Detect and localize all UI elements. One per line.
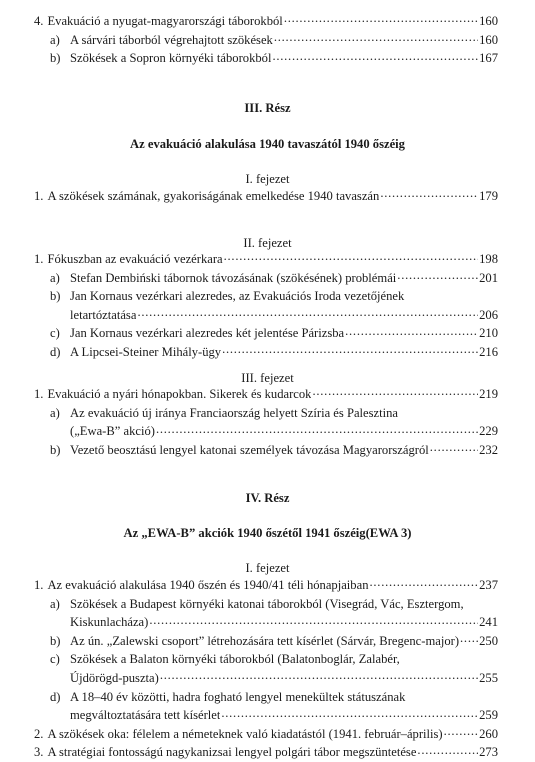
dot-leader [221, 707, 478, 720]
entry-title-line: Az evakuáció új iránya Franciaország helyett Szíria és Palesztina [70, 405, 399, 420]
entry-page: 255 [479, 670, 498, 685]
entry-number: 1. [34, 252, 44, 266]
entry-page: 250 [479, 633, 498, 648]
entry-page: 198 [479, 252, 498, 266]
toc-block-part3-ch2 [34, 250, 498, 362]
entry-letter: b) [50, 289, 61, 304]
entry-number: 1. [34, 189, 44, 203]
entry-title: Fókuszban az evakuáció vezérkara [47, 252, 223, 266]
entry-title: Jan Kornaus vezérkari alezredes két jelentése Párizsba [70, 326, 345, 341]
toc-entry[interactable] [34, 287, 498, 324]
dot-leader [137, 306, 478, 319]
dot-leader [274, 31, 478, 44]
entry-page: 206 [479, 307, 498, 322]
entry-letter: b) [50, 51, 61, 66]
toc-block-part4-ch1 [34, 576, 498, 762]
entry-title: Vezető beosztású lengyel katonai személyek távozása Magyarországról [70, 442, 429, 457]
toc-entry[interactable] [34, 650, 498, 687]
entry-letter: a) [50, 596, 60, 611]
entry-title: A szökések oka: félelem a németeknek való kiadatástól (1941. február–április) [47, 726, 443, 741]
dot-leader [149, 614, 478, 627]
entry-page: 232 [479, 442, 498, 457]
entry-title-line: megváltoztatására tett kísérlet [70, 708, 221, 723]
toc-entry[interactable] [34, 31, 498, 50]
entry-page: 273 [479, 745, 498, 760]
entry-title: Evakuáció a nyugat-magyarországi táborokból [47, 14, 283, 28]
entry-title: A szökések számának, gyakoriságának emelkedése 1940 tavaszán [47, 189, 380, 203]
dot-leader [444, 725, 478, 738]
entry-letter: a) [50, 270, 60, 285]
entry-title: Stefan Dembiński tábornok távozásának (szökésének) problémái [70, 270, 397, 285]
entry-title: A sárvári táborból végrehajtott szökések [70, 32, 273, 47]
toc-block-part3-ch1 [34, 187, 498, 206]
dot-leader [370, 576, 479, 589]
entry-number: 4. [34, 14, 44, 28]
entry-letter: b) [50, 633, 61, 648]
dot-leader [345, 325, 478, 338]
dot-leader [430, 441, 478, 454]
chapter-heading: II. fejezet [243, 236, 292, 250]
entry-title: Az evakuáció alakulása 1940 őszén és 1940/41 téli hónapjaiban [47, 578, 369, 592]
part-heading: IV. Rész [245, 491, 290, 505]
toc-entry[interactable] [34, 269, 498, 288]
toc-entry[interactable] [34, 324, 498, 343]
dot-leader [380, 187, 478, 200]
toc-entry[interactable] [34, 187, 498, 206]
entry-letter: a) [50, 32, 60, 47]
toc-entry[interactable] [34, 250, 498, 269]
entry-page: 241 [479, 615, 498, 630]
dot-leader [222, 343, 478, 356]
chapter-heading: I. fejezet [245, 561, 290, 575]
part-title: Az evakuáció alakulása 1940 tavaszától 1940 őszéig [130, 137, 405, 151]
entry-page: 259 [479, 708, 498, 723]
entry-page: 167 [479, 51, 498, 66]
toc-entry[interactable] [34, 576, 498, 595]
toc-block-part3-ch3 [34, 385, 498, 459]
dot-leader [272, 50, 478, 63]
toc-entry[interactable] [34, 632, 498, 651]
entry-letter: c) [50, 652, 60, 667]
entry-title: A stratégiai fontosságú nagykanizsai lengyel polgári tábor megszüntetése [47, 745, 417, 760]
dot-leader [284, 12, 478, 25]
entry-number: 2. [34, 726, 44, 741]
entry-number: 1. [34, 387, 44, 401]
part-heading: III. Rész [244, 101, 291, 115]
entry-page: 219 [479, 387, 498, 401]
entry-title-line: Szökések a Balaton környéki táborokból (Balatonboglár, Zalabér, [70, 652, 400, 667]
entry-page: 210 [479, 326, 498, 341]
dot-leader [156, 423, 478, 436]
entry-number: 1. [34, 578, 44, 592]
entry-letter: b) [50, 442, 61, 457]
entry-page: 201 [479, 270, 498, 285]
entry-title-line: Szökések a Budapest környéki katonai táborokból (Visegrád, Vác, Esztergom, [70, 596, 464, 611]
entry-title: Az ún. „Zalewski csoport” létrehozására tett kísérlet (Sárvár, Bregenc-major) [70, 633, 460, 648]
entry-page: 260 [479, 726, 498, 741]
toc-entry[interactable] [34, 12, 498, 31]
entry-page: 160 [479, 32, 498, 47]
entry-page: 229 [479, 424, 498, 439]
dot-leader [397, 269, 478, 282]
entry-title-line: („Ewa-B” akció) [70, 424, 155, 439]
dot-leader [417, 744, 478, 757]
entry-title: A Lipcsei-Steiner Mihály-ügy [70, 344, 222, 359]
chapter-heading: I. fejezet [245, 172, 290, 186]
toc-entry[interactable] [34, 743, 498, 762]
toc-block-part2-tail [34, 12, 498, 68]
entry-title-line: Újdörögd-puszta) [70, 670, 159, 685]
entry-page: 237 [479, 578, 498, 592]
entry-title-line: letartóztatása [70, 307, 137, 322]
entry-page: 179 [479, 189, 498, 203]
toc-entry[interactable] [34, 725, 498, 744]
entry-title: Evakuáció a nyári hónapokban. Sikerek és kudarcok [47, 387, 312, 401]
dot-leader [224, 250, 478, 263]
toc-entry[interactable] [34, 441, 498, 460]
toc-entry[interactable] [34, 404, 498, 441]
part-title: Az „EWA-B” akciók 1940 őszétől 1941 őszéig(EWA 3) [123, 526, 412, 540]
dot-leader [312, 385, 478, 398]
entry-letter: c) [50, 326, 60, 341]
entry-page: 160 [479, 14, 498, 28]
entry-title: Szökések a Sopron környéki táborokból [70, 51, 272, 66]
toc-entry[interactable] [34, 688, 498, 725]
entry-page: 216 [479, 344, 498, 359]
entry-letter: d) [50, 689, 61, 704]
entry-number: 3. [34, 745, 44, 760]
entry-letter: d) [50, 344, 61, 359]
entry-title-line: A 18–40 év közötti, hadra fogható lengyel menekültek státuszának [70, 689, 406, 704]
dot-leader [160, 669, 478, 682]
chapter-heading: III. fejezet [241, 371, 294, 385]
dot-leader [460, 632, 478, 645]
entry-letter: a) [50, 405, 60, 420]
toc-entry[interactable] [34, 343, 498, 362]
entry-title-line: Kiskunlacháza) [70, 615, 149, 630]
entry-title-line: Jan Kornaus vezérkari alezredes, az Evakuációs Iroda vezetőjének [70, 289, 405, 304]
toc-entry[interactable] [34, 595, 498, 632]
toc-entry[interactable] [34, 385, 498, 404]
toc-entry[interactable] [34, 49, 498, 68]
